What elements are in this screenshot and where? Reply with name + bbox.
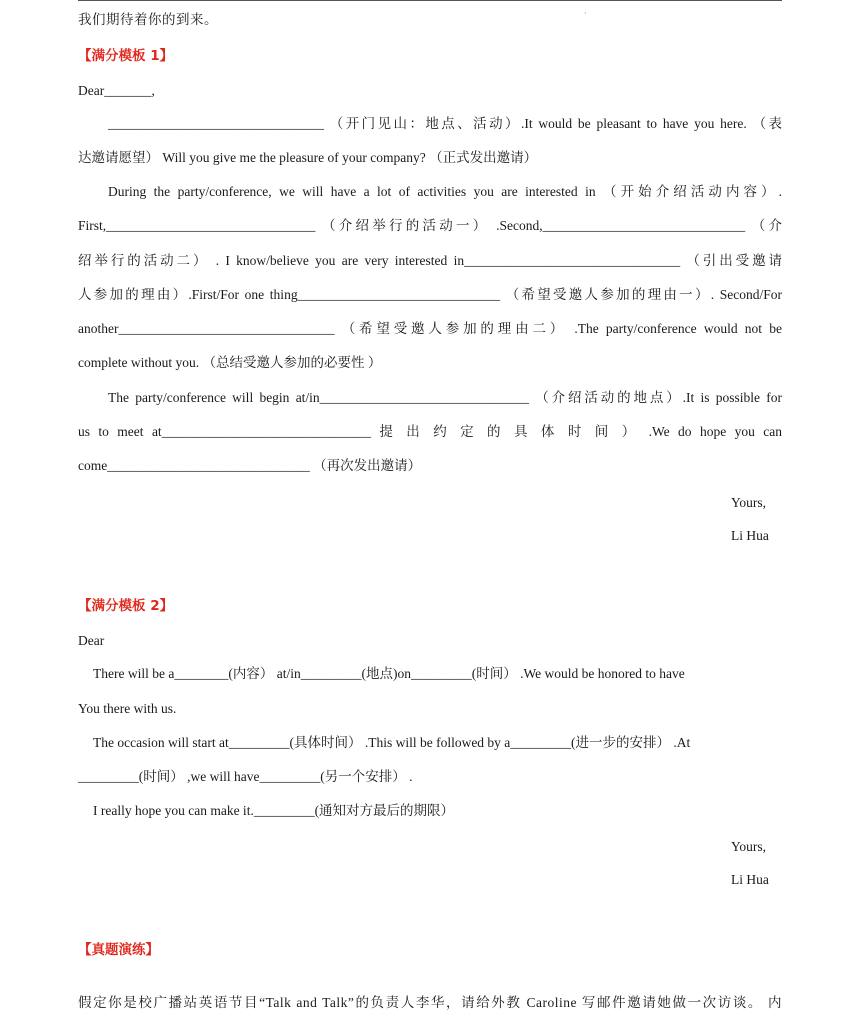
t2-signature: Li Hua — [731, 872, 769, 887]
t2-line: You there with us. — [78, 701, 177, 716]
t2-line: The occasion will start at_________(具体时间） .This will be followed by a_________(进一步的安排） .At — [93, 735, 691, 750]
template-2-heading: 【满分模板 2】 — [78, 598, 174, 614]
t1-line: ________________________________ （开门见山：地点、活动）.It would be pleasant to have you here. （表 — [108, 116, 782, 131]
t1-line: 绍举行的活动二） . I know/believe you are very interested in________________________________ （引出受邀请 — [78, 253, 782, 268]
t1-line: us to meet at_______________________________ 提 出 约 定 的 具 体 时 间 ） .We do hope you can — [78, 424, 782, 439]
template-1-heading: 【满分模板 1】 — [78, 48, 174, 64]
t1-closing: Yours, — [731, 495, 767, 510]
t1-signature: Li Hua — [731, 528, 769, 543]
header-dot: · — [584, 9, 587, 18]
t1-line: 人参加的理由）.First/For one thing______________________________ （希望受邀人参加的理由一）. Second/For — [78, 287, 782, 302]
practice-heading: 【真题演练】 — [78, 942, 159, 958]
header-rule — [78, 0, 782, 1]
t2-salutation: Dear — [78, 633, 105, 648]
t2-line: _________(时间） ,we will have_________(另一个安排） . — [78, 769, 413, 784]
t2-line: I really hope you can make it._________(通知对方最后的期限） — [93, 803, 455, 818]
t1-line: First,_______________________________ （介绍举行的活动一） .Second,______________________________ （介 — [78, 218, 782, 233]
intro-sentence: 我们期待着你的到来。 — [78, 12, 218, 27]
t1-line: During the party/conference, we will have a lot of activities you are interested in （开始介绍活动内容）. — [108, 184, 782, 199]
t1-line: another________________________________ （希望受邀人参加的理由二） .The party/conference would not be — [78, 321, 782, 336]
t1-salutation: Dear_______, — [78, 83, 155, 98]
t1-line: 达邀请愿望） Will you give me the pleasure of your company? （正式发出邀请） — [78, 150, 538, 165]
t2-closing: Yours, — [731, 839, 767, 854]
practice-prompt: 假定你是校广播站英语节目“Talk and Talk”的负责人李华，请给外教 Caroline 写邮件邀请她做一次访谈。 内 — [78, 995, 782, 1010]
t2-line: There will be a________(内容） at/in_________(地点)on_________(时间） .We would be honored to have — [93, 666, 685, 681]
t1-line: come______________________________ （再次发出邀请） — [78, 458, 422, 473]
t1-line: complete without you. （总结受邀人参加的必要性 ） — [78, 355, 382, 370]
t1-line: The party/conference will begin at/in_______________________________ （介绍活动的地点）.It is possible for — [108, 390, 782, 405]
